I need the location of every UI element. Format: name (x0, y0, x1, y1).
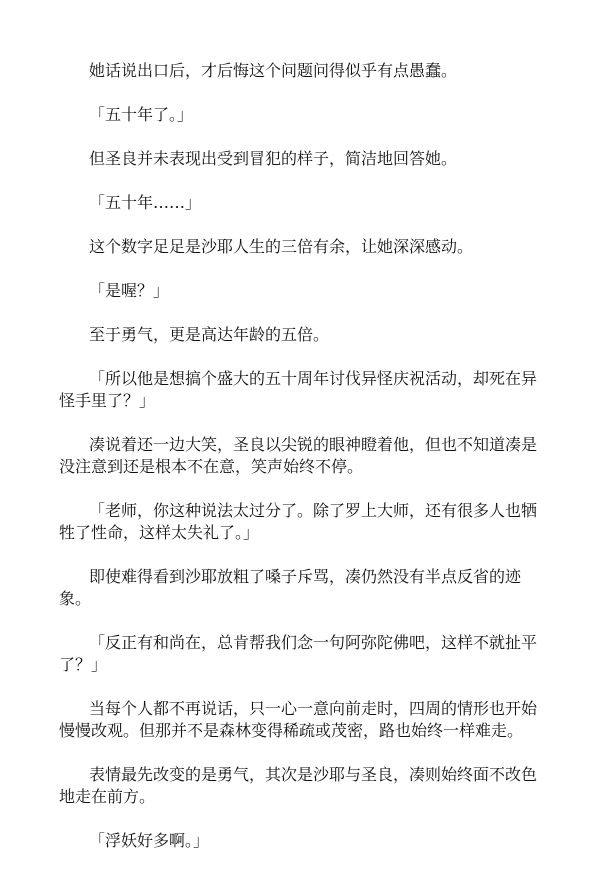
paragraph-13: 当每个人都不再说话，只一心一意向前走时，四周的情形也开始慢慢改观。但那并不是森林变得稀疏或茂密，路也始终一样难走。 (59, 699, 538, 740)
paragraph-5: 这个数字足足是沙耶人生的三倍有余，让她深深感动。 (89, 237, 474, 256)
paragraph-1: 她话说出口后，才后悔这个问题问得似乎有点愚蠢。 (89, 61, 458, 80)
paragraph-12: 「反正有和尚在，总肯帮我们念一句阿弥陀佛吧，这样不就扯平了？」 (59, 633, 538, 674)
paragraph-9: 凑说着还一边大笑，圣良以尖锐的眼神瞪着他，但也不知道凑是没注意到还是根本不在意，笑声始终不停。 (59, 435, 538, 476)
paragraph-15: 「浮妖好多啊。」 (89, 831, 210, 850)
paragraph-8: 「所以他是想搞个盛大的五十周年讨伐异怪庆祝活动，却死在异怪手里了？」 (59, 369, 538, 410)
paragraph-7: 至于勇气，更是高达年龄的五倍。 (89, 325, 330, 344)
paragraph-2: 「五十年了。」 (89, 105, 194, 124)
paragraph-11: 即使难得看到沙耶放粗了嗓子斥骂，凑仍然没有半点反省的迹象。 (59, 567, 522, 608)
paragraph-3: 但圣良并未表现出受到冒犯的样子，简洁地回答她。 (89, 149, 458, 168)
paragraph-10: 「老师，你这种说法太过分了。除了罗上大师，还有很多人也牺牲了性命，这样太失礼了。」 (59, 501, 538, 542)
paragraph-14: 表情最先改变的是勇气，其次是沙耶与圣良，凑则始终面不改色地走在前方。 (59, 765, 538, 806)
paragraph-4: 「五十年……」 (89, 193, 202, 212)
paragraph-6: 「是喔？」 (89, 281, 170, 300)
